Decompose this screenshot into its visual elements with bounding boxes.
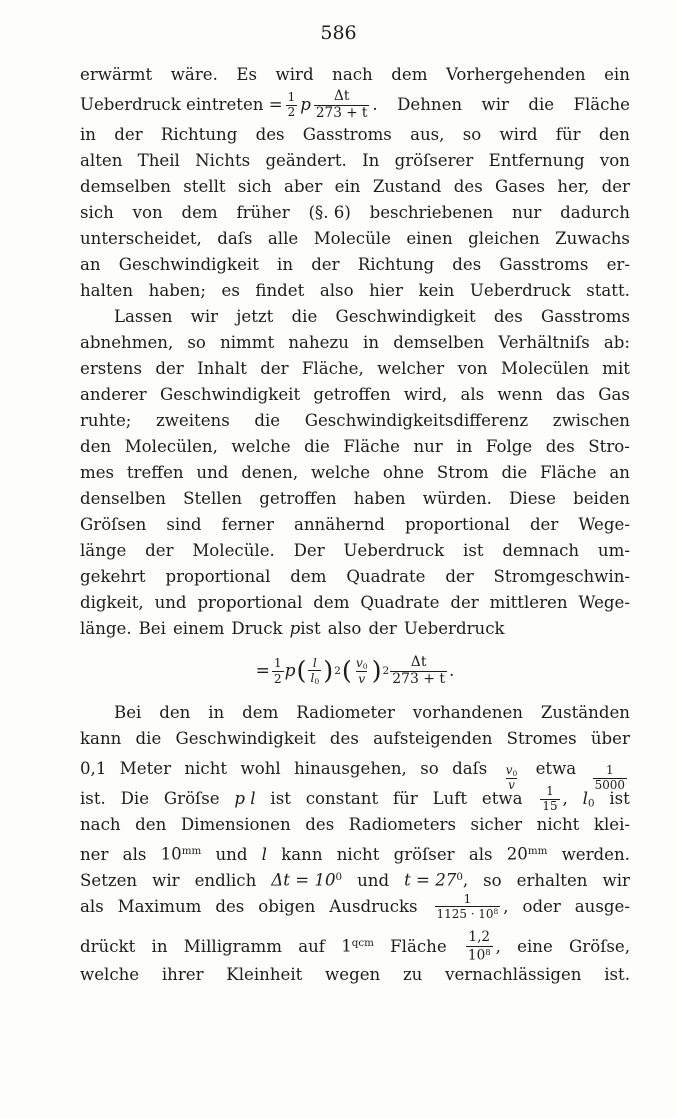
text-line: in der Richtung des Gasstroms aus, so wird für den <box>80 125 630 144</box>
text-line: digkeit, und proportional dem Quadrate der mittleren Wege- <box>80 593 630 612</box>
page-number: 586 <box>320 22 357 44</box>
l-ratio: $\frac{l}{l_0}$ <box>310 655 320 686</box>
velocity-ratio: $\frac{v_0}{v}$ <box>355 655 368 687</box>
text-line: anderer Geschwindigkeit getroffen wird, als wenn das Gas <box>80 385 630 404</box>
text-line: an Geschwindigkeit in der Richtung des Gasstroms er- <box>80 255 630 274</box>
text-line: ner als $10^{mm}$ und l kann nicht gröſser als $20^{mm}$ werden. <box>80 844 630 864</box>
paragraph-end-line: länge. Bei einem Druck p ist also der Ueberdruck <box>80 619 505 638</box>
text-line: sich von dem früher (§. 6) beschriebenen nur dadurch <box>80 203 630 222</box>
text-line: erstens der Inhalt der Fläche, welcher von Molecülen mit <box>80 359 630 378</box>
text-line: ruhte; zweitens die Geschwindigkeitsdifferenz zwischen <box>80 411 630 430</box>
velocity-ratio: $\frac{v_0}{v}$ <box>505 763 518 793</box>
text-line: unterscheidet, daſs alle Molecüle einen gleichen Zuwachs <box>80 229 630 248</box>
text-line: denselben Stellen getroffen haben würden. Diese beiden <box>80 489 630 508</box>
display-equation: = $\frac{1}{2}$ p ( $\frac{l}{l_0}$ ) 2 ( $\frac{v_0}{v}$ ) 2 $\frac{\Delta t}{273 + t}$ . <box>255 653 455 687</box>
text-line: Gröſsen sind ferner annähernd proportional der Wege- <box>80 515 630 534</box>
text-line: alten Theil Nichts geändert. In gröſserer Entfernung von <box>80 151 630 170</box>
text-line: nach den Dimensionen des Radiometers sicher nicht klei- <box>80 815 630 834</box>
text-line-with-fraction: als Maximum des obigen Ausdrucks $\frac{1}{1125 \cdot 10^8}$ , oder ausge- <box>80 891 630 922</box>
text-line: kann die Geschwindigkeit des aufsteigenden Stromes über <box>80 729 630 748</box>
text-line: gekehrt proportional dem Quadrate der Stromgeschwin- <box>80 567 630 586</box>
temperature-fraction: $\frac{\Delta t}{273 + t}$ <box>315 88 368 121</box>
text-line-with-fraction: Ueberdruck eintreten = $\frac{1}{2}$ p $\frac{\Delta t}{273 + t}$ . Dehnen wir die Fläche <box>80 88 630 121</box>
paragraph-end-line: halten haben; es findet also hier kein Ueberdruck statt. <box>80 281 630 300</box>
half-fraction: $\frac{1}{2}$ <box>287 90 296 119</box>
milligram-fraction: $\frac{1,2}{10^8}$ <box>467 929 491 964</box>
text-line: erwärmt wäre. Es wird nach dem Vorhergehenden ein <box>80 65 630 84</box>
paragraph-first-line: Bei den in dem Radiometer vorhandenen Zuständen <box>114 703 630 722</box>
maximum-fraction: $\frac{1}{1125 \cdot 10^8}$ <box>436 891 499 922</box>
text-line: demselben stellt sich aber ein Zustand des Gases her, der <box>80 177 630 196</box>
temperature-fraction: $\frac{\Delta t}{273 + t}$ <box>392 653 445 687</box>
text-line: länge der Molecüle. Der Ueberdruck ist demnach um- <box>80 541 630 560</box>
text-line: ist. Die Gröſse p l ist constant für Luft etwa $\frac{1}{15}$ , $l_0$ ist <box>80 784 630 813</box>
text-line-with-fraction: 0,1 Meter nicht wohl hinausgehen, so daſs $\frac{v_0}{v}$ etwa $\frac{1}{5000}$ <box>80 759 625 793</box>
text-line: abnehmen, so nimmt nahezu in demselben Verhältniſs ab: <box>80 333 630 352</box>
text-line: den Molecülen, welche die Fläche nur in Folge des Stro- <box>80 437 630 456</box>
page-body <box>80 62 630 988</box>
text-line: Setzen wir endlich $\Delta t = 10^0$ und $t = 27^0$, so erhalten wir <box>80 870 630 890</box>
text-line-with-fraction: drückt in Milligramm auf $1^{qcm}$ Fläche $\frac{1,2}{10^8}$ , eine Gröſse, <box>80 929 630 964</box>
final-line: welche ihrer Kleinheit wegen zu vernachlässigen ist. <box>80 965 630 984</box>
text-line: mes treffen und denen, welche ohne Strom die Fläche an <box>80 463 630 482</box>
paragraph-first-line: Lassen wir jetzt die Geschwindigkeit des Gasstroms <box>114 307 630 326</box>
